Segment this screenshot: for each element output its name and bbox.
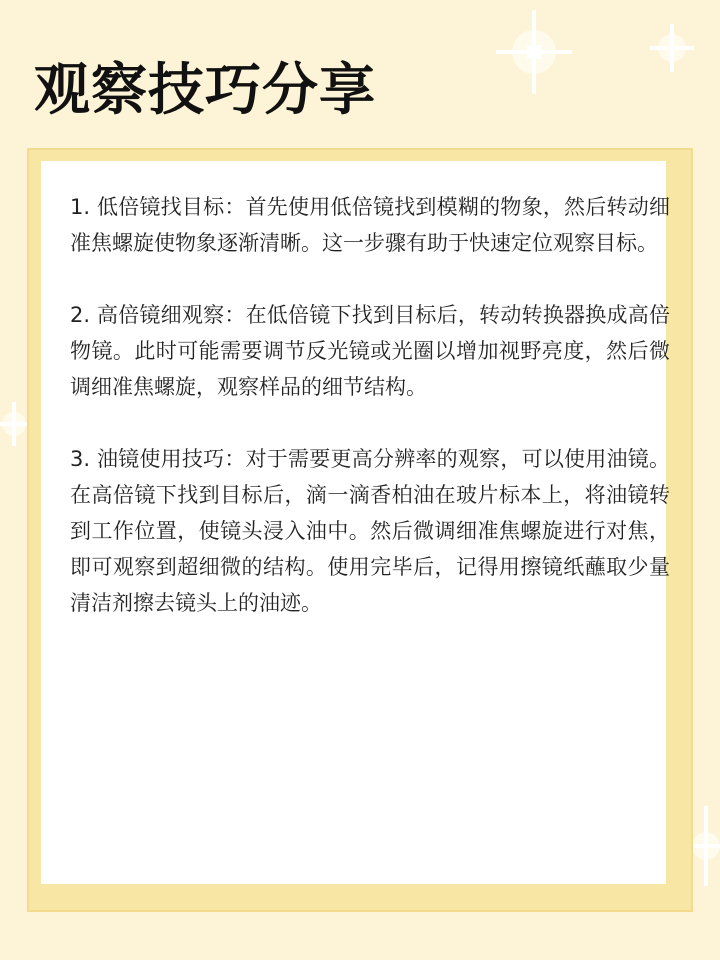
tip-paragraph-1: 1. 低倍镜找目标：首先使用低倍镜找到模糊的物象，然后转动细准焦螺旋使物象逐渐清晰。这一步骤有助于快速定位观察目标。 [70,195,670,255]
tip-paragraph-3: 3. 油镜使用技巧：对于需要更高分辨率的观察，可以使用油镜。在高倍镜下找到目标后，滴一滴香柏油在玻片标本上，将油镜转到工作位置，使镜头浸入油中。然后微调细准焦螺旋进行对焦，即可观察到超细微的结构。使用完毕后，记得用擦镜纸蘸取少量清洁剂擦去镜头上的油迹。 [70,447,670,615]
page-title: 观察技巧分享 [34,58,376,123]
tips-list [70,189,670,657]
tip-paragraph-2: 2. 高倍镜细观察：在低倍镜下找到目标后，转动转换器换成高倍物镜。此时可能需要调节反光镜或光圈以增加视野亮度，然后微调细准焦螺旋，观察样品的细节结构。 [70,303,670,399]
